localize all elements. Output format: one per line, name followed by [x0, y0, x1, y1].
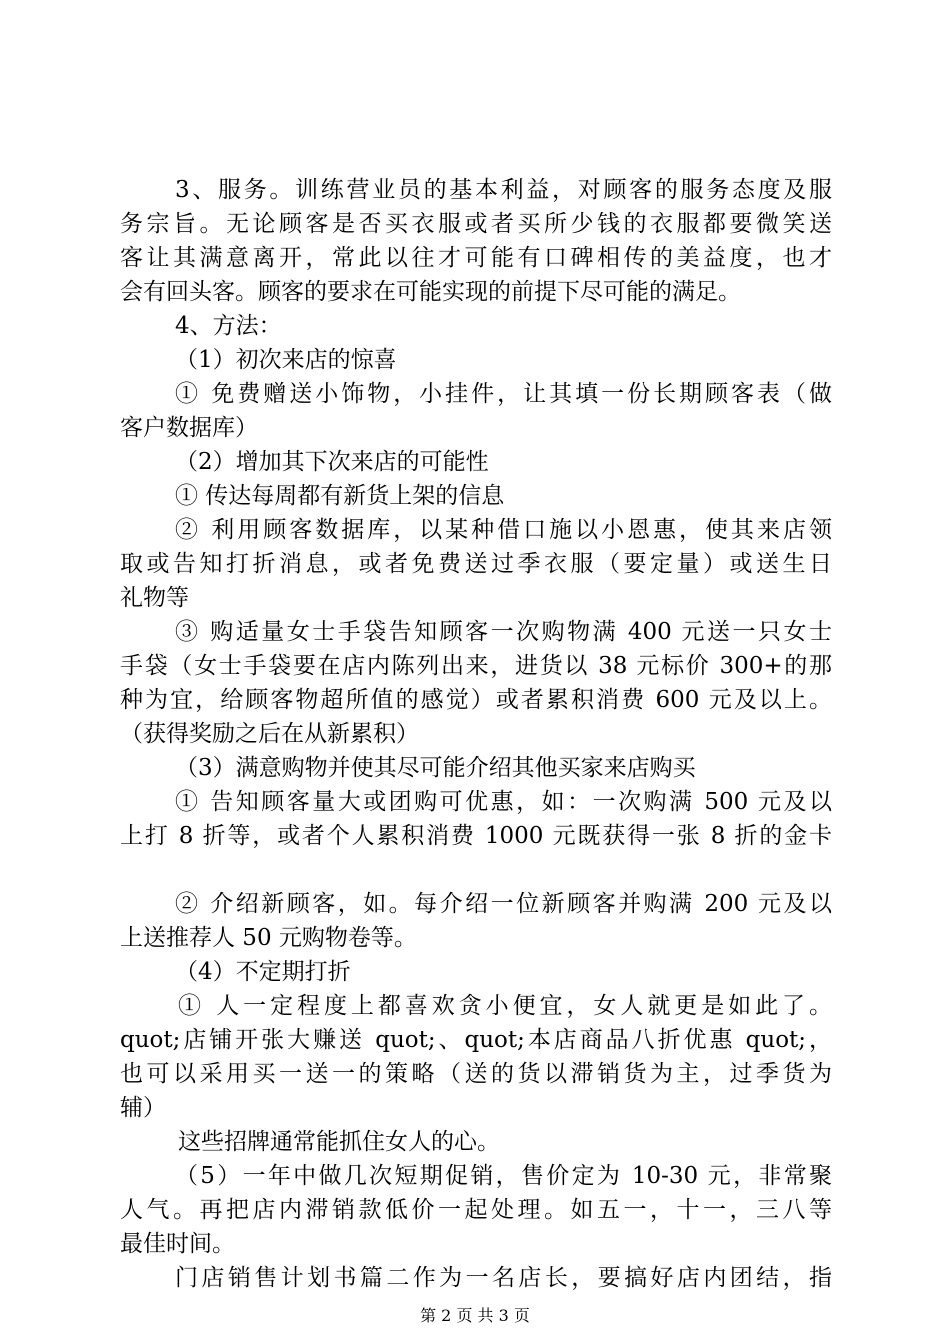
text-line: ③ 购适量女士手袋告知顾客一次购物满 400 元送一只女士	[175, 619, 832, 645]
text-line: 3、服务。训练营业员的基本利益，对顾客的服务态度及服	[175, 177, 832, 203]
text-line: quot;店铺开张大赚送 quot;、quot;本店商品八折优惠 quot;，	[120, 1027, 832, 1053]
text-line: 4、方法：	[175, 313, 282, 339]
text-line: （1）初次来店的惊喜	[175, 347, 397, 373]
text-line: ① 人一定程度上都喜欢贪小便宜，女人就更是如此了。	[178, 993, 832, 1019]
text-line: 取或告知打折消息，或者免费送过季衣服（要定量）或送生日	[120, 551, 832, 577]
text-line: ① 告知顾客量大或团购可优惠，如：一次购满 500 元及以	[175, 789, 832, 815]
text-line: （4）不定期打折	[175, 959, 351, 985]
text-line: 客让其满意离开，常此以往才可能有口碑相传的美益度，也才	[120, 245, 832, 271]
text-line: 门店销售计划书篇二作为一名店长，要搞好店内团结，指	[175, 1265, 832, 1291]
page-footer: 第 2 页 共 3 页	[420, 1306, 530, 1325]
text-line: 也可以采用买一送一的策略（送的货以滞销货为主，过季货为	[120, 1061, 832, 1087]
text-line: （5）一年中做几次短期促销，售价定为 10-30 元，非常聚	[175, 1163, 832, 1189]
text-line: 礼物等	[120, 585, 189, 611]
text-line: ② 利用顾客数据库，以某种借口施以小恩惠，使其来店领	[175, 517, 832, 543]
text-line: 辅）	[120, 1095, 166, 1121]
text-line: 会有回头客。顾客的要求在可能实现的前提下尽可能的满足。	[120, 279, 741, 305]
text-line: （2）增加其下次来店的可能性	[175, 449, 489, 475]
text-line: 务宗旨。无论顾客是否买衣服或者买所少钱的衣服都要微笑送	[120, 211, 832, 237]
text-line: 上送推荐人 50 元购物卷等。	[120, 925, 417, 951]
text-line: 上打 8 折等，或者个人累积消费 1000 元既获得一张 8 折的金卡	[120, 823, 832, 849]
text-line: （3）满意购物并使其尽可能介绍其他买家来店购买	[175, 755, 696, 781]
text-line: ② 介绍新顾客，如。每介绍一位新顾客并购满 200 元及以	[175, 891, 832, 917]
text-line: 这些招牌通常能抓住女人的心。	[178, 1129, 500, 1155]
text-line: ① 传达每周都有新货上架的信息	[175, 483, 505, 509]
text-line: 手袋（女士手袋要在店内陈列出来，进货以 38 元标价 300+的那	[120, 653, 832, 679]
text-line: 最佳时间。	[120, 1231, 235, 1257]
text-line: 人气。再把店内滞销款低价一起处理。如五一，十一，三八等	[120, 1197, 832, 1223]
text-line: ① 免费赠送小饰物，小挂件，让其填一份长期顾客表（做	[175, 381, 832, 407]
text-line: 客户数据库）	[120, 415, 258, 441]
text-line: 种为宜，给顾客物超所值的感觉）或者累积消费 600 元及以上。	[120, 687, 832, 713]
text-line: （获得奖励之后在从新累积）	[120, 721, 419, 747]
